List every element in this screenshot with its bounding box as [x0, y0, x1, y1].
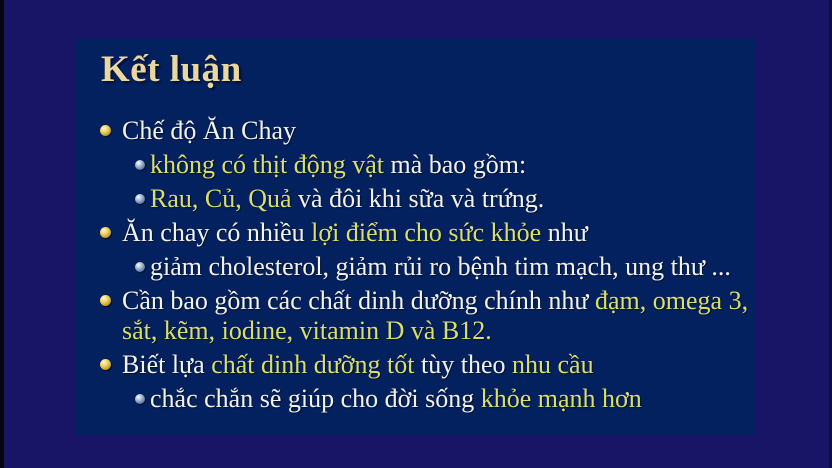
bullet-text: Biết lựa chất dinh dưỡng tốt tùy theo nhu cầu — [122, 350, 594, 379]
slide-title: Kết luận — [101, 49, 242, 90]
bullet-text: chắc chắn sẽ giúp cho đời sống khỏe mạnh hơn — [150, 384, 642, 413]
bullet-text: Ăn chay có nhiều lợi điểm cho sức khỏe như — [122, 218, 588, 247]
gold-sphere-bullet-icon — [100, 227, 111, 238]
bullet-text: giảm cholesterol, giảm rủi ro bệnh tim mạch, ung thư ... — [150, 252, 731, 281]
bullet-item — [100, 286, 755, 346]
blue-sphere-bullet-icon — [135, 194, 145, 204]
bullet-list — [75, 116, 756, 414]
blue-sphere-bullet-icon — [135, 262, 145, 272]
gold-sphere-bullet-icon — [100, 125, 111, 136]
blue-sphere-bullet-icon — [135, 160, 145, 170]
gold-sphere-bullet-icon — [100, 359, 111, 370]
bullet-item — [135, 184, 755, 214]
bullet-item — [135, 384, 755, 414]
gold-sphere-bullet-icon — [100, 295, 111, 306]
bullet-item — [135, 252, 755, 282]
bullet-item — [100, 116, 755, 146]
bullet-item — [100, 350, 755, 380]
bullet-text: Cần bao gồm các chất dinh dưỡng chính như đạm, omega 3, sắt, kẽm, iodine, vitamin D và B12. — [122, 286, 749, 345]
bullet-text: Chế độ Ăn Chay — [122, 116, 297, 145]
bullet-item — [100, 218, 755, 248]
bullet-text: Rau, Củ, Quả và đôi khi sữa và trứng. — [150, 184, 545, 213]
bullet-item — [135, 150, 755, 180]
bullet-text: không có thịt động vật mà bao gồm: — [150, 150, 527, 179]
left-edge-bar — [0, 0, 4, 468]
blue-sphere-bullet-icon — [135, 394, 145, 404]
presentation-slide — [75, 38, 756, 435]
